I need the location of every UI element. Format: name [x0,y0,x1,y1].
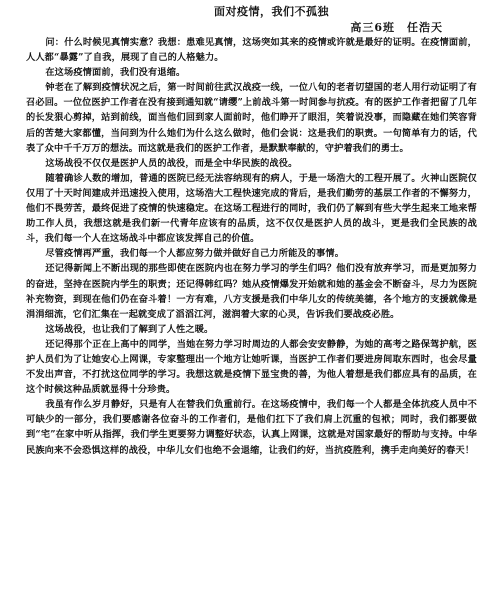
essay-paragraph-5: 随着确诊人数的增加，普通的医院已经无法容纳现有的病人，于是一场浩大的工程开展了。火神山医院仅仅用了十天时间建成并迅速投入使用，这场浩大工程快速完成的背后，是我们勤劳的基层工作者的不懈努力，他们不畏劳苦，最终促进了疫情的快速稳定。在这场工程进行的同时，我们仍了解到有些大学生起来工地来帮助工作人员，我想这就是我们新一代青年应该有的品质，这不仅仅是医护人员的战斗，更是我们全民族的战斗，我们每一个人在这场战斗中都应该发挥自己的价值。 [26,172,477,245]
essay-document [26,4,477,604]
essay-paragraph-2: 在这场疫情面前，我们没有退缩。 [45,67,186,79]
essay-paragraph-1: 问：什么时候见真情实意？我想：患难见真情，这场突如其来的疫情或许就是最好的证明。在疫情面前，人人都“暴露”了自我，展现了自己的人格魅力。 [26,37,477,64]
essay-paragraph-9: 还记得那个正在上高中的同学，当她在努力学习时周边的人都会安安静静，为她的高考之路保驾护航，医护人员们为了让她安心上网课，专家整理出一个地方让她听课，当医护工作者们要进房间取东西时，也会尽量不发出声音，不打扰这位同学的学习。我想这就是疫情下显宝贵的善，为他人着想是我们都应具有的品质，在这个时候这种品质就显得十分珍贵。 [26,338,477,396]
essay-paragraph-6: 尽管疫情再严重，我们每一个人都应努力做并做好自己力所能及的事情。 [45,248,345,260]
essay-paragraph-7: 还记得新闻上不断出现的那些即使在医院内也在努力学习的学生们吗？他们没有放弃学习，而是更加努力的奋进，坚持在医院内学生的职责；还记得韩红吗？她从疫情爆发开始就和她的基金会不断奋斗，尽力为医院补充物资，到现在他们仍在奋斗着！一方有难，八方支援是我们中华儿女的传统美德，各个地方的支援就像是涓涓细流，它们汇集在一起就变成了滔滔江河，滋润着大家的心灵，告诉我们要战疫必胜。 [26,263,477,320]
essay-byline: 高三6班 任浩天 [350,21,443,34]
essay-paragraph-3: 钟老在了解到疫情状况之后，第一时间前往武汉战疫一线，一位八旬的老者切望国的老人用行动证明了有召必回。一位位医护工作者在没有接到通知就“请缨”上前战斗第一时间参与抗疫。有的医护工作者把留了几年的长发狠心剪掉，站到前线，面当他们回到家人面前时，他们睁开了眼泪，笑着说没事，而隐藏在她们笑容背后的苦楚大家都懂，当问到为什么她们为什么这么做时，他们会说：这是我们的职责。一句简单有力的话，代表了众中千千万万的想法。而这就是我们的医护工作者，是默默奉献的，守护着我们的勇士。 [26,82,477,154]
essay-title: 面对疫情，我们不孤独 [214,5,329,18]
essay-paragraph-4: 这场战役不仅仅是医护人员的战役，而是全中华民族的战役。 [45,157,298,169]
essay-paragraph-8: 这场战役，也让我们了解到了人性之暖。 [45,323,214,335]
essay-paragraph-10: 我虽有作么岁月静好，只是有人在替我们负重前行。在这场疫情中，我们每一个人都是全体抗疫人员中不可缺少的一部分，我们要感谢各位奋斗的工作者们，是他们扛下了我们肩上沉重的包袱；同时，我们都要做到“宅”在家中听从指挥，我们学生更要努力调整好状态，认真上网课，这就是对国家最好的帮助与支持。中华民族向来不会恐惧这样的战役，中华儿女们也绝不会退缩，让我们约好，当抗疫胜利，携手走向美好的春天！ [26,399,477,456]
